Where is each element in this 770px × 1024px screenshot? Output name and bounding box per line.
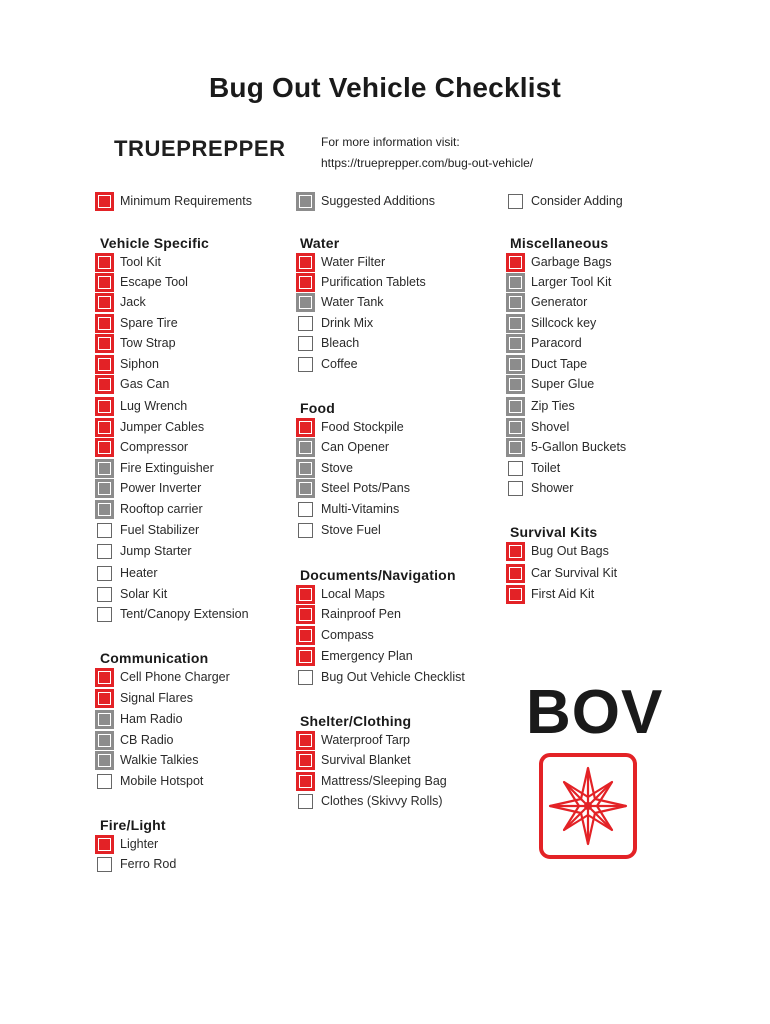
checklist-item-label: Duct Tape xyxy=(531,357,588,371)
checkbox[interactable] xyxy=(506,542,525,561)
checkbox[interactable] xyxy=(506,438,525,457)
checkbox[interactable] xyxy=(296,273,315,292)
checklist-item-label: Generator xyxy=(531,295,588,309)
checklist-item[interactable] xyxy=(97,520,199,540)
heading-vehicle-specific: Vehicle Specific xyxy=(100,235,210,251)
checkbox[interactable] xyxy=(298,523,313,538)
checkbox[interactable] xyxy=(95,459,114,478)
checklist-item[interactable] xyxy=(97,437,188,457)
checklist-item-label: Tent/Canopy Extension xyxy=(120,607,249,621)
checklist-item[interactable] xyxy=(298,417,404,437)
checkbox[interactable] xyxy=(95,397,114,416)
checklist-item[interactable] xyxy=(97,252,161,272)
suggested-swatch xyxy=(296,192,315,211)
checkbox[interactable] xyxy=(296,626,315,645)
checklist-item-label: Lug Wrench xyxy=(120,399,188,413)
checkbox[interactable] xyxy=(506,273,525,292)
checklist-item[interactable] xyxy=(298,750,411,770)
checklist-item-label: Paracord xyxy=(531,336,582,350)
checklist-item[interactable] xyxy=(508,272,611,292)
checklist-item-label: Emergency Plan xyxy=(321,649,413,663)
checklist-item-label: Fuel Stabilizer xyxy=(120,523,200,537)
heading-miscellaneous: Miscellaneous xyxy=(510,235,609,251)
checklist-item-label: Waterproof Tarp xyxy=(321,733,410,747)
legend-consider-label: Consider Adding xyxy=(531,194,623,208)
checkbox[interactable] xyxy=(506,253,525,272)
checklist-item-label: Clothes (Skivvy Rolls) xyxy=(321,794,443,808)
checklist-item-label: Siphon xyxy=(120,357,159,371)
checklist-item-label: Tow Strap xyxy=(120,336,176,350)
legend-consider xyxy=(508,191,623,211)
checklist-item-label: Mobile Hotspot xyxy=(120,774,204,788)
bov-logo-text: BOV xyxy=(526,678,664,747)
info-line-2[interactable]: https://trueprepper.com/bug-out-vehicle/ xyxy=(321,156,534,170)
checklist-item-label: Can Opener xyxy=(321,440,390,454)
checklist-item[interactable] xyxy=(508,584,594,604)
checklist-item-label: Compressor xyxy=(120,440,189,454)
checklist-item[interactable] xyxy=(298,499,399,519)
checklist-item-label: Larger Tool Kit xyxy=(531,275,612,289)
checklist-item[interactable] xyxy=(298,730,410,750)
checklist-item-label: Shower xyxy=(531,481,574,495)
checklist-item[interactable] xyxy=(508,396,575,416)
checkbox[interactable] xyxy=(95,731,114,750)
checklist-item[interactable] xyxy=(97,730,174,750)
checklist-item[interactable] xyxy=(298,313,373,333)
checklist-item[interactable] xyxy=(97,292,146,312)
checklist-item[interactable] xyxy=(298,520,381,540)
checkbox[interactable] xyxy=(506,293,525,312)
checklist-item[interactable] xyxy=(97,563,158,583)
heading-communication: Communication xyxy=(100,650,209,666)
checklist-item-label: Steel Pots/Pans xyxy=(321,481,410,495)
checklist-item-label: Ferro Rod xyxy=(120,857,177,871)
checklist-item[interactable] xyxy=(298,354,358,374)
checklist-item[interactable] xyxy=(508,478,573,498)
checklist-item-label: Solar Kit xyxy=(120,587,168,601)
checklist-item[interactable] xyxy=(97,709,183,729)
checklist-item-label: Bug Out Vehicle Checklist xyxy=(321,670,465,684)
checkbox[interactable] xyxy=(296,605,315,624)
heading-documents-navigation: Documents/Navigation xyxy=(300,567,456,583)
checklist-item[interactable] xyxy=(97,604,249,624)
checklist-item-label: Cell Phone Charger xyxy=(120,670,230,684)
checklist-item-label: Drink Mix xyxy=(321,316,374,330)
checkbox[interactable] xyxy=(95,253,114,272)
checklist-item-label: Shovel xyxy=(531,420,570,434)
checklist-item[interactable] xyxy=(508,333,582,353)
checklist-item[interactable] xyxy=(97,354,159,374)
checkbox[interactable] xyxy=(296,438,315,457)
checklist-item-label: Jump Starter xyxy=(120,544,192,558)
checklist-item-label: Food Stockpile xyxy=(321,420,404,434)
checklist-item[interactable] xyxy=(97,478,201,498)
checklist-item-label: Tool Kit xyxy=(120,255,161,269)
checkbox[interactable] xyxy=(97,774,112,789)
checklist-item[interactable] xyxy=(97,396,187,416)
consider-swatch xyxy=(508,194,523,209)
checkbox[interactable] xyxy=(95,334,114,353)
checklist-item[interactable] xyxy=(298,771,447,791)
heading-shelter-clothing: Shelter/Clothing xyxy=(300,713,412,729)
checklist-item[interactable] xyxy=(97,854,176,874)
checklist-item-label: Mattress/Sleeping Bag xyxy=(321,774,447,788)
checkbox[interactable] xyxy=(296,585,315,604)
checklist-item[interactable] xyxy=(97,584,167,604)
heading-food: Food xyxy=(300,400,336,416)
checklist-item[interactable] xyxy=(298,272,426,292)
checklist-item[interactable] xyxy=(97,541,192,561)
checkbox[interactable] xyxy=(296,459,315,478)
checklist-item-label: Multi-Vitamins xyxy=(321,502,400,516)
checklist-item-label: Walkie Talkies xyxy=(120,753,199,767)
checklist-item[interactable] xyxy=(298,333,359,353)
checkbox[interactable] xyxy=(95,751,114,770)
info-block xyxy=(321,132,533,174)
checkbox[interactable] xyxy=(296,772,315,791)
heading-fire-light: Fire/Light xyxy=(100,817,166,833)
checklist-item-label: Water Tank xyxy=(321,295,384,309)
checklist-item-label: 5-Gallon Buckets xyxy=(531,440,627,454)
heading-survival-kits: Survival Kits xyxy=(510,524,598,540)
checklist-item[interactable] xyxy=(97,667,230,687)
checkbox[interactable] xyxy=(95,835,114,854)
checklist-item[interactable] xyxy=(508,541,609,561)
heading-water: Water xyxy=(300,235,340,251)
checkbox[interactable] xyxy=(296,479,315,498)
checkbox[interactable] xyxy=(95,500,114,519)
checkbox[interactable] xyxy=(95,479,114,498)
checkbox[interactable] xyxy=(296,647,315,666)
checklist-item-label: Garbage Bags xyxy=(531,255,612,269)
checklist-item-label: Jack xyxy=(120,295,146,309)
checkbox[interactable] xyxy=(506,375,525,394)
checklist-item[interactable] xyxy=(97,313,178,333)
checkbox[interactable] xyxy=(95,418,114,437)
checklist-item[interactable] xyxy=(508,292,587,312)
checklist-item[interactable] xyxy=(508,437,626,457)
checklist-item-label: Spare Tire xyxy=(120,316,178,330)
checklist-item-label: Signal Flares xyxy=(120,691,193,705)
checklist-item[interactable] xyxy=(508,458,560,478)
checklist-item[interactable] xyxy=(298,458,353,478)
checkbox[interactable] xyxy=(95,375,114,394)
checkbox[interactable] xyxy=(506,397,525,416)
checklist-item[interactable] xyxy=(298,667,465,687)
checklist-item-label: Power Inverter xyxy=(120,481,202,495)
checklist-item[interactable] xyxy=(298,437,389,457)
checkbox[interactable] xyxy=(298,357,313,372)
checklist-item-label: Bleach xyxy=(321,336,360,350)
checklist-item-label: Bug Out Bags xyxy=(531,544,609,558)
checkbox[interactable] xyxy=(95,689,114,708)
checkbox[interactable] xyxy=(95,668,114,687)
checklist-item[interactable] xyxy=(508,563,617,583)
brand-logo: TRUEPREPPER xyxy=(114,136,286,161)
legend-suggested-label: Suggested Additions xyxy=(321,194,435,208)
checklist-item-label: Rooftop carrier xyxy=(120,502,203,516)
checkbox[interactable] xyxy=(506,418,525,437)
checkbox[interactable] xyxy=(508,481,523,496)
checklist-item-label: Toilet xyxy=(531,461,561,475)
checklist-item-label: Survival Blanket xyxy=(321,753,411,767)
checklist-item-label: Car Survival Kit xyxy=(531,566,618,580)
legend-suggested xyxy=(298,191,435,211)
checkbox[interactable] xyxy=(296,751,315,770)
checklist-item-label: Compass xyxy=(321,628,374,642)
checklist-item[interactable] xyxy=(298,646,413,666)
checkbox[interactable] xyxy=(97,587,112,602)
checkbox[interactable] xyxy=(97,857,112,872)
checkbox[interactable] xyxy=(298,794,313,809)
checkbox[interactable] xyxy=(95,273,114,292)
checklist-item-label: Escape Tool xyxy=(120,275,188,289)
checklist-item[interactable] xyxy=(298,791,443,811)
checklist-item[interactable] xyxy=(508,417,569,437)
checklist-item-label: Local Maps xyxy=(321,587,385,601)
checkbox[interactable] xyxy=(298,316,313,331)
checkbox[interactable] xyxy=(97,607,112,622)
checkbox[interactable] xyxy=(506,314,525,333)
checkbox[interactable] xyxy=(296,293,315,312)
checkbox[interactable] xyxy=(298,670,313,685)
checklist-item[interactable] xyxy=(97,374,169,394)
checklist-item[interactable] xyxy=(298,604,401,624)
checklist-item-label: First Aid Kit xyxy=(531,587,595,601)
checklist-item-label: Ham Radio xyxy=(120,712,183,726)
checklist-item[interactable] xyxy=(97,499,203,519)
checklist-item[interactable] xyxy=(298,478,410,498)
checklist-item-label: CB Radio xyxy=(120,733,174,747)
compass-star-icon xyxy=(538,752,638,860)
checklist-item[interactable] xyxy=(508,374,594,394)
checkbox[interactable] xyxy=(298,336,313,351)
checklist-item[interactable] xyxy=(508,354,587,374)
checklist-item-label: Gas Can xyxy=(120,377,170,391)
checkbox[interactable] xyxy=(97,544,112,559)
checklist-item-label: Jumper Cables xyxy=(120,420,205,434)
checkbox[interactable] xyxy=(296,418,315,437)
checklist-item[interactable] xyxy=(298,292,384,312)
checklist-item[interactable] xyxy=(97,688,193,708)
checkbox[interactable] xyxy=(97,523,112,538)
checklist-item[interactable] xyxy=(298,584,385,604)
checklist-item[interactable] xyxy=(97,750,199,770)
checklist-item-label: Water Filter xyxy=(321,255,386,269)
checkbox[interactable] xyxy=(95,314,114,333)
checklist-item-label: Sillcock key xyxy=(531,316,597,330)
checklist-item[interactable] xyxy=(508,313,596,333)
checkbox[interactable] xyxy=(506,355,525,374)
checklist-item[interactable] xyxy=(298,252,385,272)
checklist-item-label: Fire Extinguisher xyxy=(120,461,214,475)
checklist-item-label: Lighter xyxy=(120,837,159,851)
checklist-item-label: Purification Tablets xyxy=(321,275,426,289)
checkbox[interactable] xyxy=(95,355,114,374)
checklist-item[interactable] xyxy=(97,771,203,791)
checkbox[interactable] xyxy=(95,710,114,729)
checkbox[interactable] xyxy=(97,566,112,581)
checklist-item[interactable] xyxy=(97,417,204,437)
checklist-item-label: Coffee xyxy=(321,357,358,371)
legend-required-label: Minimum Requirements xyxy=(120,194,252,208)
legend-required xyxy=(97,191,252,211)
checklist-item-label: Stove xyxy=(321,461,353,475)
checkbox[interactable] xyxy=(298,502,313,517)
checkbox[interactable] xyxy=(506,585,525,604)
checkbox[interactable] xyxy=(508,461,523,476)
checklist-item[interactable] xyxy=(298,625,374,645)
checklist-item[interactable] xyxy=(97,272,188,292)
checkbox[interactable] xyxy=(506,564,525,583)
checklist-item-label: Zip Ties xyxy=(531,399,575,413)
checkbox[interactable] xyxy=(95,293,114,312)
checkbox[interactable] xyxy=(506,334,525,353)
checkbox[interactable] xyxy=(296,253,315,272)
checklist-item[interactable] xyxy=(97,333,176,353)
checklist-item-label: Super Glue xyxy=(531,377,595,391)
info-line-1: For more information visit: xyxy=(321,135,460,149)
checklist-item-label: Stove Fuel xyxy=(321,523,381,537)
checklist-item-label: Heater xyxy=(120,566,158,580)
checklist-item[interactable] xyxy=(97,834,158,854)
required-swatch xyxy=(95,192,114,211)
page-title: Bug Out Vehicle Checklist xyxy=(209,72,561,103)
checklist-item[interactable] xyxy=(97,458,214,478)
checkbox[interactable] xyxy=(95,438,114,457)
checkbox[interactable] xyxy=(296,731,315,750)
checklist-item[interactable] xyxy=(508,252,612,272)
checklist-item-label: Rainproof Pen xyxy=(321,607,401,621)
